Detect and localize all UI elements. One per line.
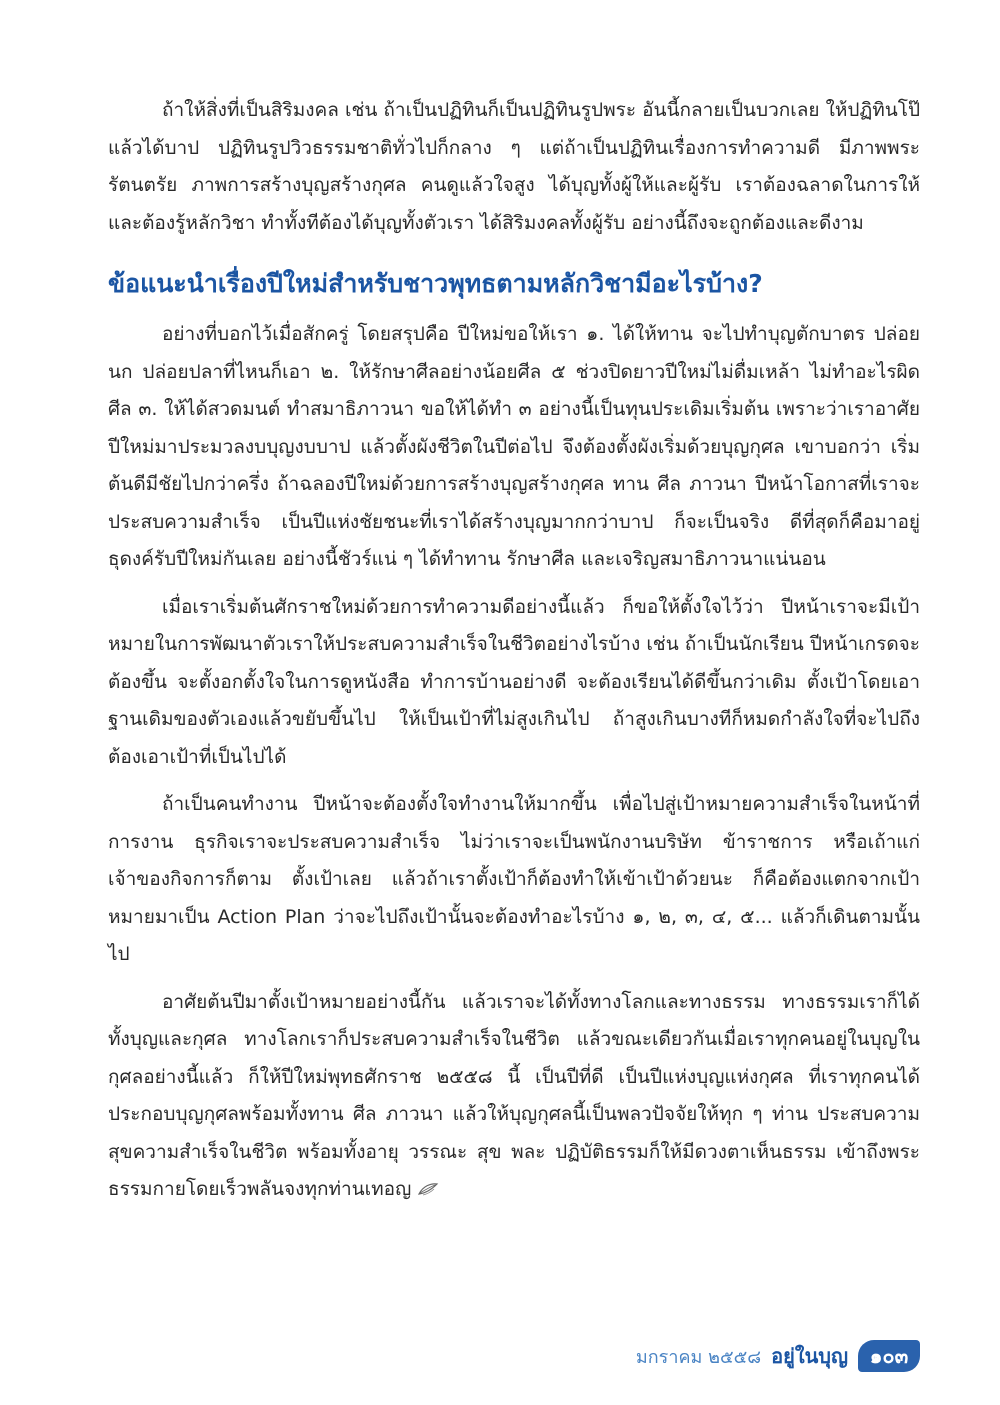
closing-blessing-text: อาศัยต้นปีมาตั้งเป้าหมายอย่างนี้กัน แล้วเราจะได้ทั้งทางโลกและทางธรรม ทางธรรมเราก็ได้ทั้งบุญและกุศล ทางโลกเราก็ประสบความสำเร็จในชีวิต แล้วขณะเดียวกันเมื่อเราทุกคนอยู่ในบุญในกุศลอย่างนี้แล้ว ก็ให้ปีใหม่พุทธศักราช ๒๕๕๘ นี้ เป็นปีที่ดี เป็นปีแห่งบุญแห่งกุศล ที่เราทุกคนได้ประกอบบุญกุศลพร้อมทั้งทาน ศีล ภาวนา แล้วให้บุญกุศลนี้เป็นพลวปัจจัยให้ทุก ๆ ท่าน ประสบความสุขความสำเร็จในชีวิต พร้อมทั้งอายุ วรรณะ สุข พละ ปฏิบัติธรรมก็ให้มีดวงตาเห็นธรรม เข้าถึงพระธรรมกายโดยเร็วพลันจงทุกท่านเทอญ bbox=[108, 990, 920, 1200]
paragraph-set-goals: เมื่อเราเริ่มต้นศักราชใหม่ด้วยการทำความดีอย่างนี้แล้ว ก็ขอให้ตั้งใจไว้ว่า ปีหน้าเราจะมีเป้าหมายในการพัฒนาตัวเราให้ประสบความสำเร็จในชีวิตอย่างไรบ้าง เช่น ถ้าเป็นนักเรียน ปีหน้าเกรดจะต้องขึ้น จะตั้งอกตั้งใจในการดูหนังสือ ทำการบ้านอย่างดี จะต้องเรียนได้ดีขึ้นกว่าเดิม ตั้งเป้าโดยเอาฐานเดิมของตัวเองแล้วขยับขึ้นไป ให้เป็นเป้าที่ไม่สูงเกินไป ถ้าสูงเกินบางทีก็หมดกำลังใจที่จะไปถึง ต้องเอาเป้าที่เป็นไปได้ bbox=[108, 595, 920, 768]
section-heading: ข้อแนะนำเรื่องปีใหม่สำหรับชาวพุทธตามหลักวิชามีอะไรบ้าง? bbox=[108, 269, 763, 298]
magazine-name: อยู่ในบุญ bbox=[771, 1344, 848, 1368]
paragraph-closing-blessing bbox=[108, 984, 920, 1209]
paragraph-new-year-advice: อย่างที่บอกไว้เมื่อสักครู่ โดยสรุปคือ ปีใหม่ขอให้เรา ๑. ได้ให้ทาน จะไปทำบุญตักบาตร ปล่อยนก ปล่อยปลาที่ไหนก็เอา ๒. ให้รักษาศีลอย่างน้อยศีล ๕ ช่วงปิดยาวปีใหม่ไม่ดื่มเหล้า ไม่ทำอะไรผิดศีล ๓. ให้ได้สวดมนต์ ทำสมาธิภาวนา ขอให้ได้ทำ ๓ อย่างนี้เป็นทุนประเดิมเริ่มต้น เพราะว่าเราอาศัยปีใหม่มาประมวลงบบุญงบบาป แล้วตั้งผังชีวิตในปีต่อไป จึงต้องตั้งผังเริ่มด้วยบุญกุศล เขาบอกว่า เริ่มต้นดีมีชัยไปกว่าครึ่ง ถ้าฉลองปีใหม่ด้วยการสร้างบุญสร้างกุศล ทาน ศีล ภาวนา ปีหน้าโอกาสที่เราจะประสบความสำเร็จ เป็นปีแห่งชัยชนะที่เราได้สร้างบุญมากกว่าบาป ก็จะเป็นจริง ดีที่สุดก็คือมาอยู่ธุดงค์รับปีใหม่กันเลย อย่างนี้ชัวร์แน่ ๆ ได้ทำทาน รักษาศีล และเจริญสมาธิภาวนาแน่นอน bbox=[108, 323, 920, 570]
paragraph-workers-goals: ถ้าเป็นคนทำงาน ปีหน้าจะต้องตั้งใจทำงานให้มากขึ้น เพื่อไปสู่เป้าหมายความสำเร็จในหน้าที่การงาน ธุรกิจเราจะประสบความสำเร็จ ไม่ว่าเราจะเป็นพนักงานบริษัท ข้าราชการ หรือเถ้าแก่เจ้าของกิจการก็ตาม ตั้งเป้าเลย แล้วถ้าเราตั้งเป้าก็ต้องทำให้เข้าเป้าด้วยนะ ก็คือต้องแตกจากเป้าหมายมาเป็น Action Plan ว่าจะไปถึงเป้านั้นจะต้องทำอะไรบ้าง ๑, ๒, ๓, ๔, ๕... แล้วก็เดินตามนั้นไป bbox=[108, 793, 920, 965]
page-number-badge: ๑๐๓ bbox=[858, 1340, 920, 1372]
article-body bbox=[108, 92, 920, 1219]
issue-date: มกราคม ๒๕๕๘ bbox=[635, 1346, 762, 1368]
intro-paragraph: ถ้าให้สิ่งที่เป็นสิริมงคล เช่น ถ้าเป็นปฏิทินก็เป็นปฏิทินรูปพระ อันนี้กลายเป็นบวกเลย ให้ปฏิทินโป๊แล้วได้บาป ปฏิทินรูปวิวธรรมชาติทั่วไปก็กลาง ๆ แต่ถ้าเป็นปฏิทินเรื่องการทำความดี มีภาพพระรัตนตรัย ภาพการสร้างบุญสร้างกุศล คนดูแล้วใจสูง ได้บุญทั้งผู้ให้และผู้รับ เราต้องฉลาดในการให้และต้องรู้หลักวิชา ทำทั้งทีต้องได้บุญทั้งตัวเรา ได้สิริมงคลทั้งผู้รับ อย่างนี้ถึงจะถูกต้องและดีงาม bbox=[108, 99, 920, 234]
leaf-end-mark-icon bbox=[417, 1182, 439, 1196]
page-footer bbox=[636, 1339, 920, 1373]
